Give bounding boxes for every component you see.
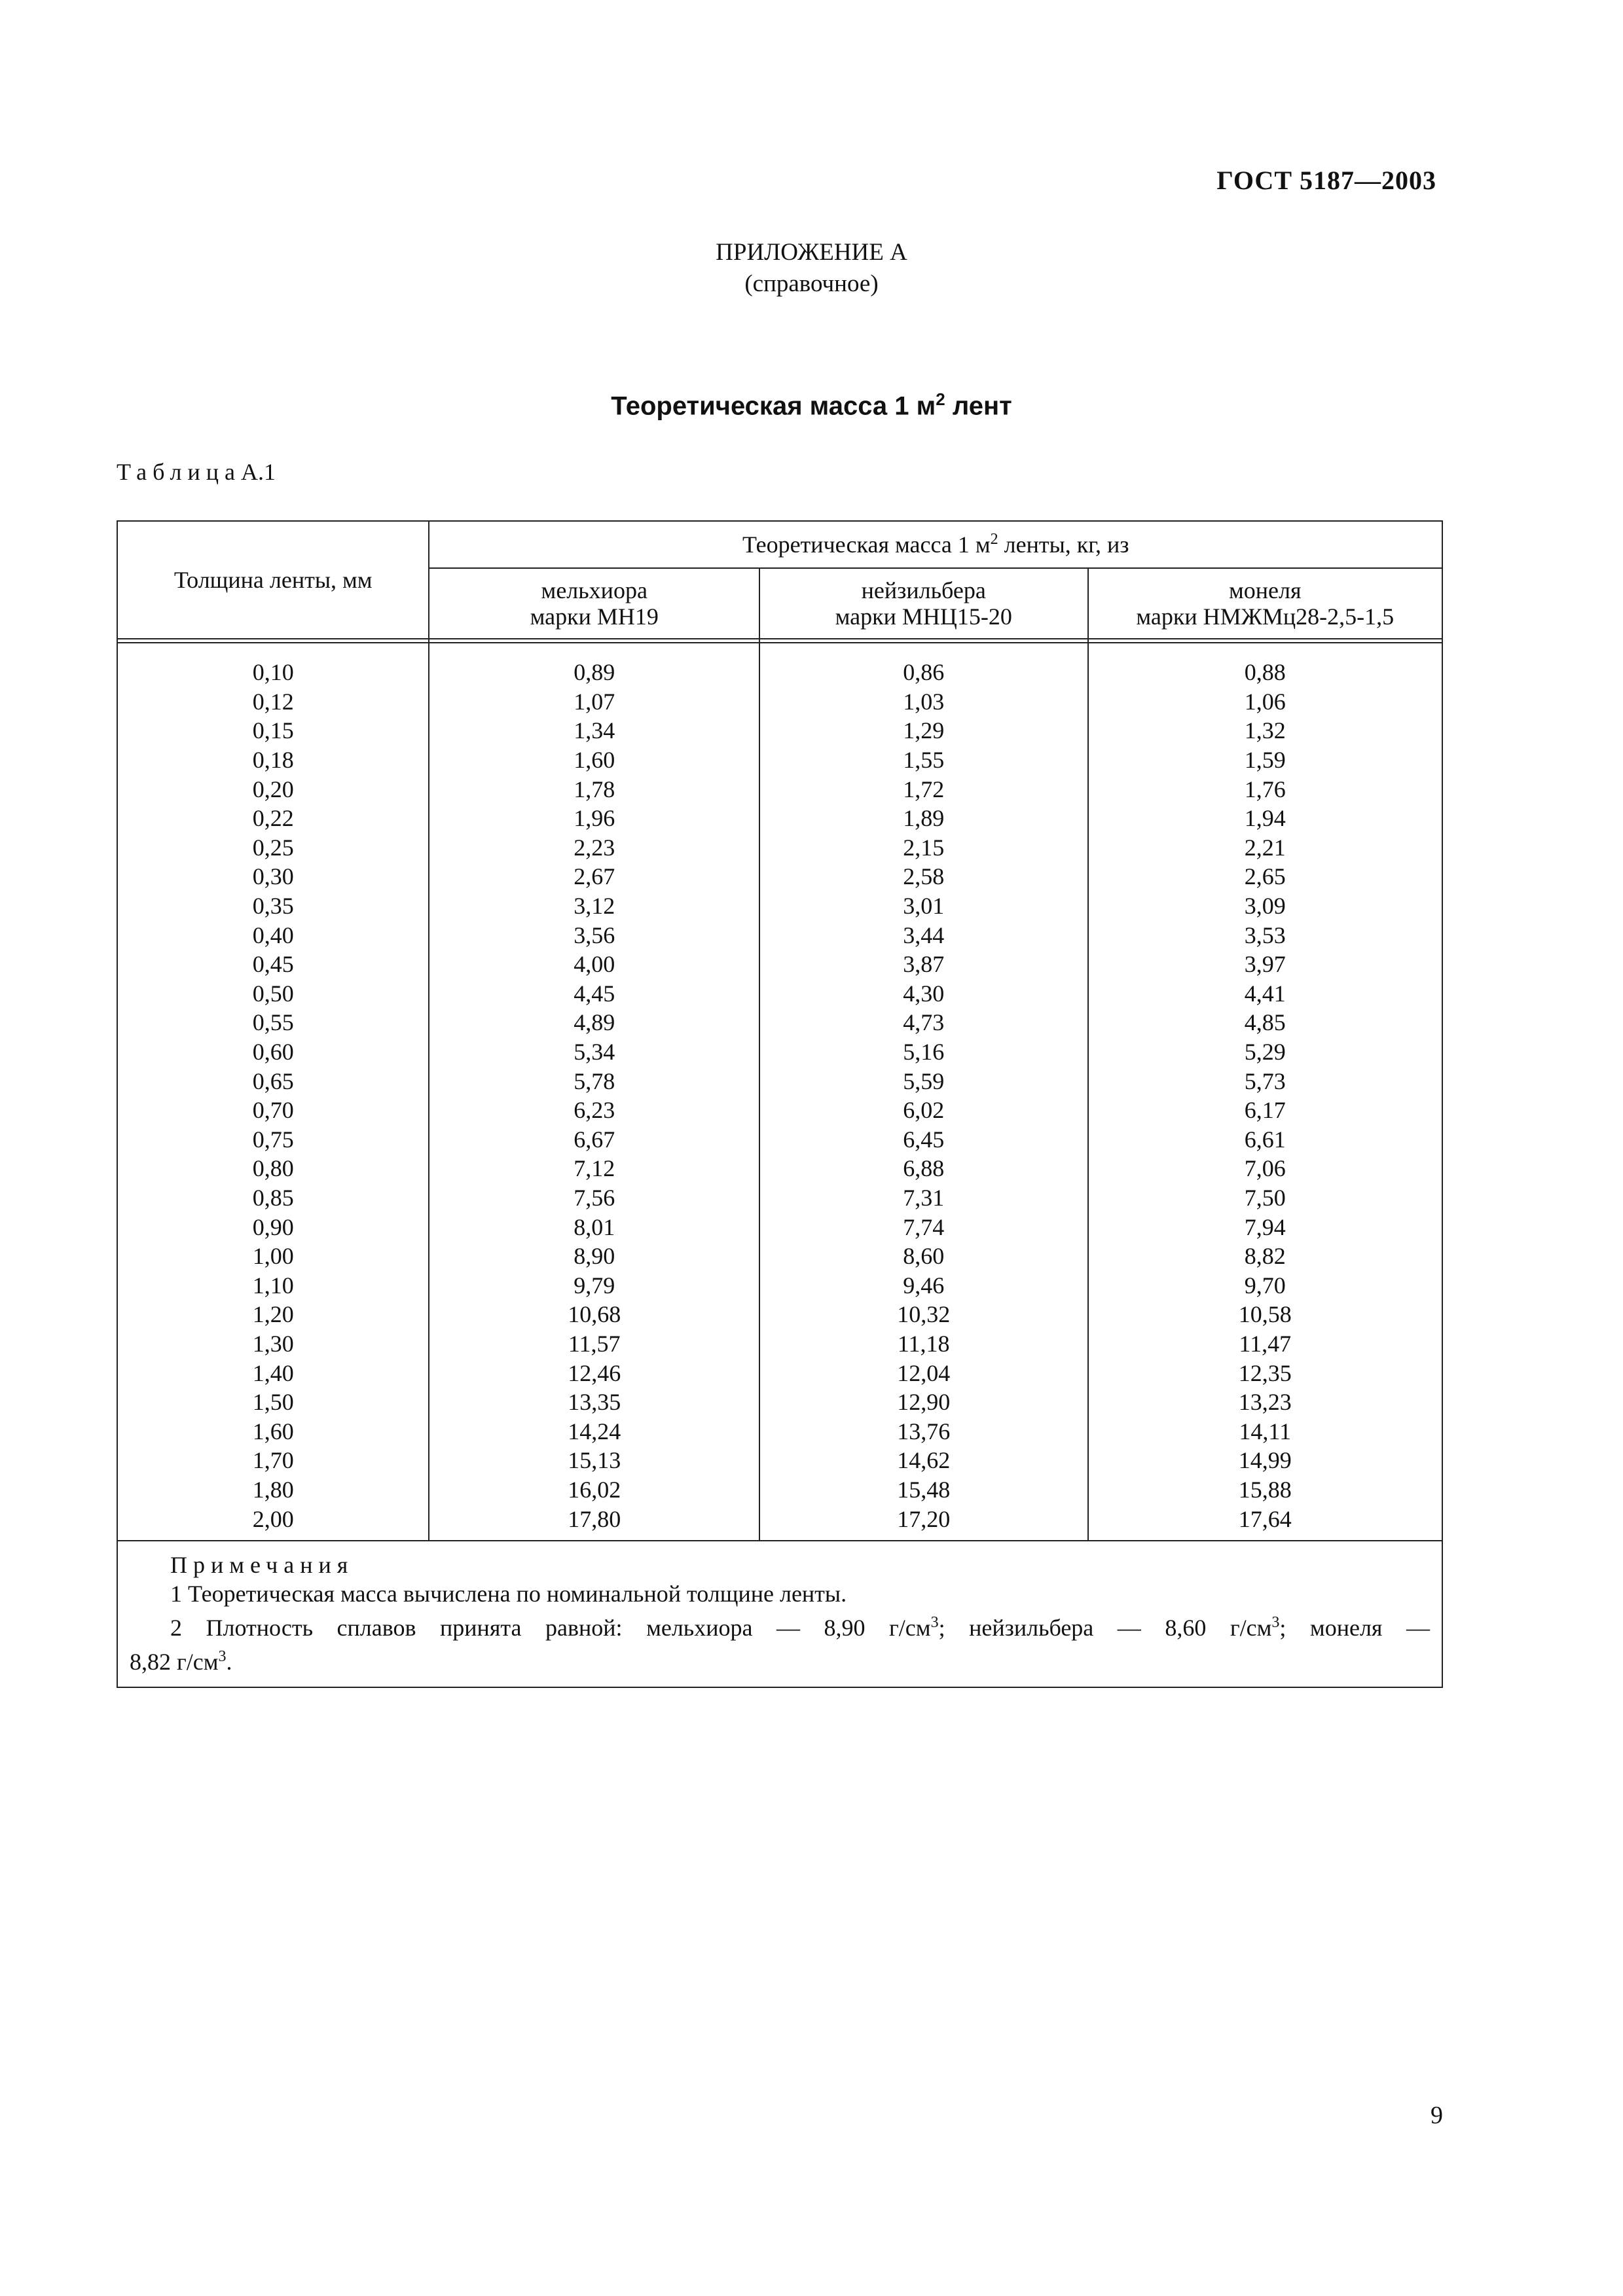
note-2-sup-3: 3 xyxy=(218,1647,227,1665)
table-row xyxy=(117,1242,1442,1271)
note-2-part-c: ; монеля — xyxy=(1279,1614,1430,1641)
table-row xyxy=(117,804,1442,833)
header-cupronickel-line1: мельхиора xyxy=(541,577,647,603)
table-row xyxy=(117,745,1442,775)
thickness-cell: 0,10 xyxy=(117,643,429,687)
table-row xyxy=(117,920,1442,950)
monel-cell: 3,53 xyxy=(1088,920,1443,950)
thickness-cell: 1,20 xyxy=(117,1300,429,1329)
mass-table xyxy=(117,520,1443,1688)
cupronickel-cell: 1,96 xyxy=(429,804,759,833)
note-2-continuation xyxy=(130,1642,1430,1676)
table-row xyxy=(117,687,1442,717)
nickel-silver-cell: 17,20 xyxy=(759,1504,1088,1541)
monel-cell: 1,06 xyxy=(1088,687,1443,717)
thickness-cell: 0,45 xyxy=(117,950,429,979)
monel-cell: 13,23 xyxy=(1088,1388,1443,1417)
thickness-cell: 1,40 xyxy=(117,1358,429,1388)
header-monel-line1: монеля xyxy=(1228,577,1302,603)
table-row xyxy=(117,1037,1442,1067)
cupronickel-cell: 1,07 xyxy=(429,687,759,717)
cupronickel-cell: 2,67 xyxy=(429,862,759,891)
monel-cell: 6,17 xyxy=(1088,1096,1443,1125)
section-title-superscript: 2 xyxy=(936,389,945,409)
note-2-part-a: 2 Плотность сплавов принята равной: мельхиора — 8,90 г/см xyxy=(170,1614,931,1641)
table-row xyxy=(117,1270,1442,1300)
cupronickel-cell: 9,79 xyxy=(429,1270,759,1300)
cupronickel-cell: 1,60 xyxy=(429,745,759,775)
cupronickel-cell: 14,24 xyxy=(429,1416,759,1446)
nickel-silver-cell: 11,18 xyxy=(759,1329,1088,1359)
thickness-cell: 0,85 xyxy=(117,1183,429,1213)
appendix-heading xyxy=(0,237,1623,300)
table-row xyxy=(117,1475,1442,1505)
table-row xyxy=(117,1446,1442,1475)
table-notes xyxy=(117,1541,1442,1687)
header-group-text: Теоретическая масса 1 м xyxy=(742,531,991,558)
section-title-text: Теоретическая масса 1 м xyxy=(611,391,936,421)
monel-cell: 10,58 xyxy=(1088,1300,1443,1329)
thickness-cell: 0,55 xyxy=(117,1008,429,1037)
notes-title: Примечания xyxy=(170,1551,354,1578)
table-row xyxy=(117,1358,1442,1388)
table-row xyxy=(117,891,1442,921)
table-row xyxy=(117,1300,1442,1329)
cupronickel-cell: 6,67 xyxy=(429,1125,759,1155)
cupronickel-cell: 1,34 xyxy=(429,716,759,745)
thickness-cell: 0,60 xyxy=(117,1037,429,1067)
table-caption-word: Таблица xyxy=(117,459,241,485)
table-row xyxy=(117,950,1442,979)
thickness-cell: 0,40 xyxy=(117,920,429,950)
cupronickel-cell: 5,78 xyxy=(429,1066,759,1096)
cupronickel-cell: 4,00 xyxy=(429,950,759,979)
monel-cell: 7,94 xyxy=(1088,1212,1443,1242)
nickel-silver-cell: 1,03 xyxy=(759,687,1088,717)
cupronickel-cell: 7,56 xyxy=(429,1183,759,1213)
monel-cell: 15,88 xyxy=(1088,1475,1443,1505)
monel-cell: 0,88 xyxy=(1088,643,1443,687)
monel-cell: 12,35 xyxy=(1088,1358,1443,1388)
nickel-silver-cell: 5,59 xyxy=(759,1066,1088,1096)
cupronickel-cell: 4,45 xyxy=(429,979,759,1009)
cupronickel-cell: 16,02 xyxy=(429,1475,759,1505)
header-thickness: Толщина ленты, мм xyxy=(117,521,429,639)
monel-cell: 5,29 xyxy=(1088,1037,1443,1067)
header-nickel-silver-line1: нейзильбера xyxy=(861,577,986,603)
monel-cell: 8,82 xyxy=(1088,1242,1443,1271)
monel-cell: 4,41 xyxy=(1088,979,1443,1009)
nickel-silver-cell: 1,89 xyxy=(759,804,1088,833)
thickness-cell: 1,70 xyxy=(117,1446,429,1475)
thickness-cell: 1,50 xyxy=(117,1388,429,1417)
nickel-silver-cell: 5,16 xyxy=(759,1037,1088,1067)
cupronickel-cell: 17,80 xyxy=(429,1504,759,1541)
cupronickel-cell: 5,34 xyxy=(429,1037,759,1067)
table-row xyxy=(117,1329,1442,1359)
thickness-cell: 0,80 xyxy=(117,1154,429,1183)
thickness-cell: 2,00 xyxy=(117,1504,429,1541)
nickel-silver-cell: 8,60 xyxy=(759,1242,1088,1271)
nickel-silver-cell: 1,29 xyxy=(759,716,1088,745)
table-caption-number: А.1 xyxy=(240,459,276,485)
header-group-suffix: ленты, кг, из xyxy=(998,531,1129,558)
note-2-sup-2: 3 xyxy=(1271,1613,1280,1631)
nickel-silver-cell: 4,30 xyxy=(759,979,1088,1009)
nickel-silver-cell: 6,02 xyxy=(759,1096,1088,1125)
thickness-cell: 0,25 xyxy=(117,833,429,863)
nickel-silver-cell: 3,01 xyxy=(759,891,1088,921)
monel-cell: 2,65 xyxy=(1088,862,1443,891)
cupronickel-cell: 8,01 xyxy=(429,1212,759,1242)
cupronickel-cell: 13,35 xyxy=(429,1388,759,1417)
monel-cell: 9,70 xyxy=(1088,1270,1443,1300)
nickel-silver-cell: 12,04 xyxy=(759,1358,1088,1388)
nickel-silver-cell: 0,86 xyxy=(759,643,1088,687)
cupronickel-cell: 12,46 xyxy=(429,1358,759,1388)
thickness-cell: 0,22 xyxy=(117,804,429,833)
cupronickel-cell: 6,23 xyxy=(429,1096,759,1125)
table-row xyxy=(117,833,1442,863)
note-2-part-e: . xyxy=(226,1648,232,1675)
monel-cell: 1,32 xyxy=(1088,716,1443,745)
monel-cell: 17,64 xyxy=(1088,1504,1443,1541)
table-caption xyxy=(117,458,276,486)
nickel-silver-cell: 1,55 xyxy=(759,745,1088,775)
nickel-silver-cell: 14,62 xyxy=(759,1446,1088,1475)
table-row xyxy=(117,643,1442,687)
thickness-cell: 0,90 xyxy=(117,1212,429,1242)
table-row xyxy=(117,1416,1442,1446)
table-row xyxy=(117,1125,1442,1155)
note-1: 1 Теоретическая масса вычислена по номинальной толщине ленты. xyxy=(170,1580,847,1607)
monel-cell: 3,09 xyxy=(1088,891,1443,921)
thickness-cell: 0,70 xyxy=(117,1096,429,1125)
nickel-silver-cell: 2,15 xyxy=(759,833,1088,863)
monel-cell: 5,73 xyxy=(1088,1066,1443,1096)
monel-cell: 1,59 xyxy=(1088,745,1443,775)
thickness-cell: 1,10 xyxy=(117,1270,429,1300)
nickel-silver-cell: 6,88 xyxy=(759,1154,1088,1183)
table-row xyxy=(117,1066,1442,1096)
cupronickel-cell: 0,89 xyxy=(429,643,759,687)
appendix-title: ПРИЛОЖЕНИЕ А xyxy=(716,239,907,266)
appendix-subtitle: (справочное) xyxy=(744,270,879,297)
note-2 xyxy=(130,1608,1430,1642)
monel-cell: 6,61 xyxy=(1088,1125,1443,1155)
header-nickel-silver-line2: марки МНЦ15-20 xyxy=(835,603,1012,630)
section-title-suffix: лент xyxy=(945,391,1012,421)
note-2-sup-1: 3 xyxy=(930,1613,939,1631)
nickel-silver-cell: 2,58 xyxy=(759,862,1088,891)
header-monel-line2: марки НМЖМц28-2,5-1,5 xyxy=(1136,603,1395,630)
header-group xyxy=(429,521,1442,568)
monel-cell: 14,11 xyxy=(1088,1416,1443,1446)
table-row xyxy=(117,1183,1442,1213)
nickel-silver-cell: 13,76 xyxy=(759,1416,1088,1446)
header-group-superscript: 2 xyxy=(990,531,998,548)
thickness-cell: 0,18 xyxy=(117,745,429,775)
thickness-cell: 0,12 xyxy=(117,687,429,717)
page-number: 9 xyxy=(1431,2102,1443,2129)
monel-cell: 4,85 xyxy=(1088,1008,1443,1037)
nickel-silver-cell: 10,32 xyxy=(759,1300,1088,1329)
cupronickel-cell: 15,13 xyxy=(429,1446,759,1475)
table-row xyxy=(117,862,1442,891)
cupronickel-cell: 7,12 xyxy=(429,1154,759,1183)
thickness-cell: 0,30 xyxy=(117,862,429,891)
thickness-cell: 1,30 xyxy=(117,1329,429,1359)
cupronickel-cell: 4,89 xyxy=(429,1008,759,1037)
thickness-cell: 0,75 xyxy=(117,1125,429,1155)
monel-cell: 1,94 xyxy=(1088,804,1443,833)
table-row xyxy=(117,774,1442,804)
table-row xyxy=(117,1096,1442,1125)
monel-cell: 7,50 xyxy=(1088,1183,1443,1213)
note-2-part-d: 8,82 г/см xyxy=(130,1648,219,1675)
nickel-silver-cell: 3,44 xyxy=(759,920,1088,950)
nickel-silver-cell: 9,46 xyxy=(759,1270,1088,1300)
cupronickel-cell: 3,12 xyxy=(429,891,759,921)
nickel-silver-cell: 6,45 xyxy=(759,1125,1088,1155)
thickness-cell: 0,20 xyxy=(117,774,429,804)
table-row xyxy=(117,979,1442,1009)
table-row xyxy=(117,1504,1442,1541)
monel-cell: 2,21 xyxy=(1088,833,1443,863)
note-2-part-b: ; нейзильбера — 8,60 г/см xyxy=(938,1614,1272,1641)
nickel-silver-cell: 7,31 xyxy=(759,1183,1088,1213)
thickness-cell: 1,00 xyxy=(117,1242,429,1271)
cupronickel-cell: 3,56 xyxy=(429,920,759,950)
cupronickel-cell: 2,23 xyxy=(429,833,759,863)
thickness-cell: 0,65 xyxy=(117,1066,429,1096)
monel-cell: 1,76 xyxy=(1088,774,1443,804)
nickel-silver-cell: 12,90 xyxy=(759,1388,1088,1417)
thickness-cell: 1,60 xyxy=(117,1416,429,1446)
cupronickel-cell: 11,57 xyxy=(429,1329,759,1359)
monel-cell: 7,06 xyxy=(1088,1154,1443,1183)
monel-cell: 14,99 xyxy=(1088,1446,1443,1475)
nickel-silver-cell: 1,72 xyxy=(759,774,1088,804)
nickel-silver-cell: 4,73 xyxy=(759,1008,1088,1037)
table-row xyxy=(117,1388,1442,1417)
table-row xyxy=(117,1212,1442,1242)
table-row xyxy=(117,1154,1442,1183)
section-title xyxy=(0,389,1623,421)
header-cupronickel xyxy=(429,568,759,639)
thickness-cell: 0,50 xyxy=(117,979,429,1009)
header-cupronickel-line2: марки МН19 xyxy=(530,603,659,630)
nickel-silver-cell: 7,74 xyxy=(759,1212,1088,1242)
nickel-silver-cell: 3,87 xyxy=(759,950,1088,979)
monel-cell: 11,47 xyxy=(1088,1329,1443,1359)
thickness-cell: 0,35 xyxy=(117,891,429,921)
thickness-cell: 1,80 xyxy=(117,1475,429,1505)
cupronickel-cell: 1,78 xyxy=(429,774,759,804)
header-nickel-silver xyxy=(759,568,1088,639)
cupronickel-cell: 8,90 xyxy=(429,1242,759,1271)
standard-number: ГОСТ 5187—2003 xyxy=(1216,166,1436,195)
nickel-silver-cell: 15,48 xyxy=(759,1475,1088,1505)
table-row xyxy=(117,716,1442,745)
thickness-cell: 0,15 xyxy=(117,716,429,745)
table-row xyxy=(117,1008,1442,1037)
monel-cell: 3,97 xyxy=(1088,950,1443,979)
cupronickel-cell: 10,68 xyxy=(429,1300,759,1329)
table-body xyxy=(117,643,1442,1541)
header-monel xyxy=(1088,568,1443,639)
